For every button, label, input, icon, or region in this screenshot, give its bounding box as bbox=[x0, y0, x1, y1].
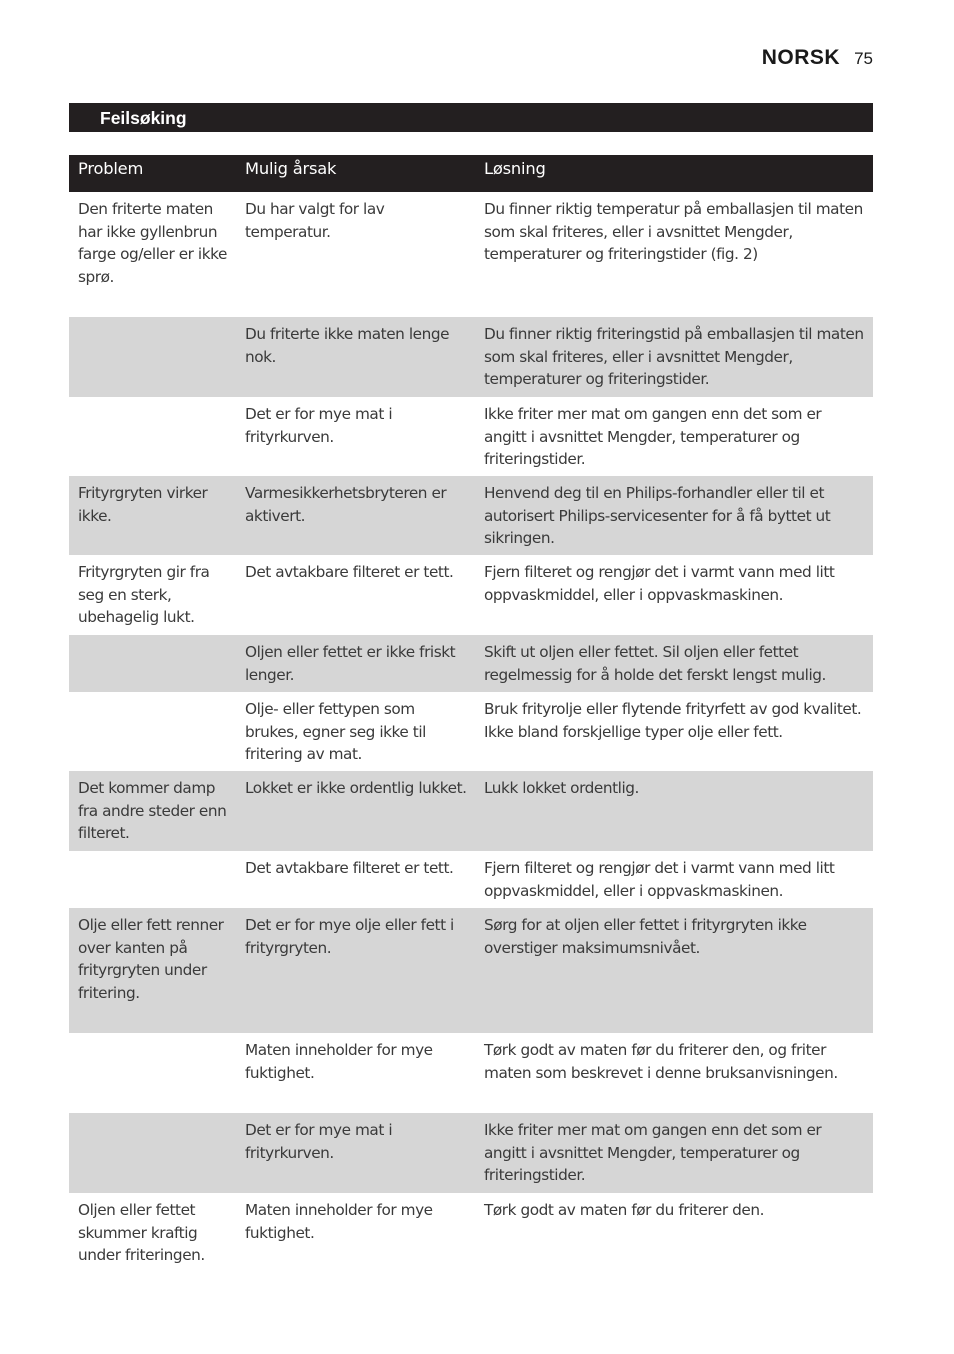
cause-cell: Du har valgt for lav temperatur. bbox=[245, 200, 385, 241]
cause-cell: Det er for mye mat i frityrkurven. bbox=[245, 405, 393, 446]
language-label: NORSK bbox=[761, 46, 841, 69]
solution-cell: Henvend deg til en Philips-forhandler eller til et autorisert Philips-servicesenter for å få byttet ut sikringen. bbox=[484, 484, 831, 548]
solution-cell: Du finner riktig friteringstid på emballasjen til maten som skal friteres, eller i avsnittet Mengder, temperaturer og friteringstider. bbox=[484, 325, 864, 389]
problem-cell: Det kommer damp fra andre steder enn filteret. bbox=[78, 779, 227, 843]
table-row bbox=[69, 908, 873, 1033]
problem-cell: Frityrgryten gir fra seg en sterk, ubehagelig lukt. bbox=[78, 563, 210, 627]
page-header bbox=[762, 46, 873, 70]
column-header-cause: Mulig årsak bbox=[245, 159, 337, 178]
section-title: Feilsøking bbox=[69, 103, 873, 132]
problem-cell bbox=[69, 317, 236, 397]
solution-cell: Tørk godt av maten før du friterer den. bbox=[484, 1201, 765, 1219]
table-row bbox=[69, 192, 873, 317]
cause-cell: Det er for mye mat i frityrkurven. bbox=[245, 1121, 393, 1162]
table-row bbox=[69, 555, 873, 635]
solution-cell: Fjern filteret og rengjør det i varmt vann med litt oppvaskmiddel, eller i oppvaskmaskinen. bbox=[484, 563, 835, 604]
table-row bbox=[69, 1193, 873, 1275]
cause-cell: Maten inneholder for mye fuktighet. bbox=[245, 1041, 433, 1082]
problem-cell bbox=[69, 851, 236, 908]
cause-cell: Olje- eller fettypen som brukes, egner seg ikke til fritering av mat. bbox=[245, 700, 426, 764]
cause-cell: Oljen eller fettet er ikke friskt lenger. bbox=[245, 643, 456, 684]
column-header-problem: Problem bbox=[78, 159, 144, 178]
solution-cell: Bruk frityrolje eller flytende frityrfett av god kvalitet. Ikke bland forskjellige typer olje eller fett. bbox=[484, 700, 862, 741]
cause-cell: Det avtakbare filteret er tett. bbox=[245, 563, 454, 581]
problem-cell bbox=[69, 635, 236, 692]
table-row bbox=[69, 476, 873, 555]
solution-cell: Ikke friter mer mat om gangen enn det som er angitt i avsnittet Mengder, temperaturer og friteringstider. bbox=[484, 405, 822, 469]
cause-cell: Det er for mye olje eller fett i frityrgryten. bbox=[245, 916, 454, 957]
solution-cell: Fjern filteret og rengjør det i varmt vann med litt oppvaskmiddel, eller i oppvaskmaskinen. bbox=[484, 859, 835, 900]
cause-cell: Maten inneholder for mye fuktighet. bbox=[245, 1201, 433, 1242]
problem-cell: Den friterte maten har ikke gyllenbrun farge og/eller er ikke sprø. bbox=[78, 200, 227, 287]
column-header-solution: Løsning bbox=[484, 159, 546, 178]
problem-cell bbox=[69, 397, 236, 476]
solution-cell: Skift ut oljen eller fettet. Sil oljen eller fettet regelmessig for å holde det ferskt lengst mulig. bbox=[484, 643, 826, 684]
table-row bbox=[69, 317, 873, 397]
solution-cell: Lukk lokket ordentlig. bbox=[484, 779, 639, 797]
problem-cell: Oljen eller fettet skummer kraftig under friteringen. bbox=[78, 1201, 205, 1265]
table-row bbox=[69, 1113, 873, 1193]
solution-cell: Tørk godt av maten før du friterer den, og friter maten som beskrevet i denne bruksanvisningen. bbox=[484, 1041, 838, 1082]
page-number: 75 bbox=[854, 49, 873, 68]
problem-cell bbox=[69, 1113, 236, 1193]
solution-cell: Ikke friter mer mat om gangen enn det som er angitt i avsnittet Mengder, temperaturer og friteringstider. bbox=[484, 1121, 822, 1185]
table-row bbox=[69, 851, 873, 908]
table-row bbox=[69, 1033, 873, 1113]
table-row bbox=[69, 397, 873, 476]
table-row bbox=[69, 692, 873, 771]
cause-cell: Varmesikkerhetsbryteren er aktivert. bbox=[245, 484, 447, 525]
cause-cell: Det avtakbare filteret er tett. bbox=[245, 859, 454, 877]
cause-cell: Du friterte ikke maten lenge nok. bbox=[245, 325, 450, 366]
table-row bbox=[69, 635, 873, 692]
problem-cell: Frityrgryten virker ikke. bbox=[78, 484, 208, 525]
table-row bbox=[69, 771, 873, 851]
troubleshooting-table bbox=[69, 155, 873, 1275]
table-header-row bbox=[69, 155, 873, 192]
solution-cell: Du finner riktig temperatur på emballasjen til maten som skal friteres, eller i avsnittet Mengder, temperaturer og friteringstider (fig. 2) bbox=[484, 200, 863, 264]
cause-cell: Lokket er ikke ordentlig lukket. bbox=[245, 779, 467, 797]
solution-cell: Sørg for at oljen eller fettet i frityrgryten ikke overstiger maksimumsnivået. bbox=[484, 916, 807, 957]
problem-cell bbox=[69, 1033, 236, 1113]
problem-cell bbox=[69, 692, 236, 771]
problem-cell: Olje eller fett renner over kanten på frityrgryten under fritering. bbox=[78, 916, 224, 1003]
